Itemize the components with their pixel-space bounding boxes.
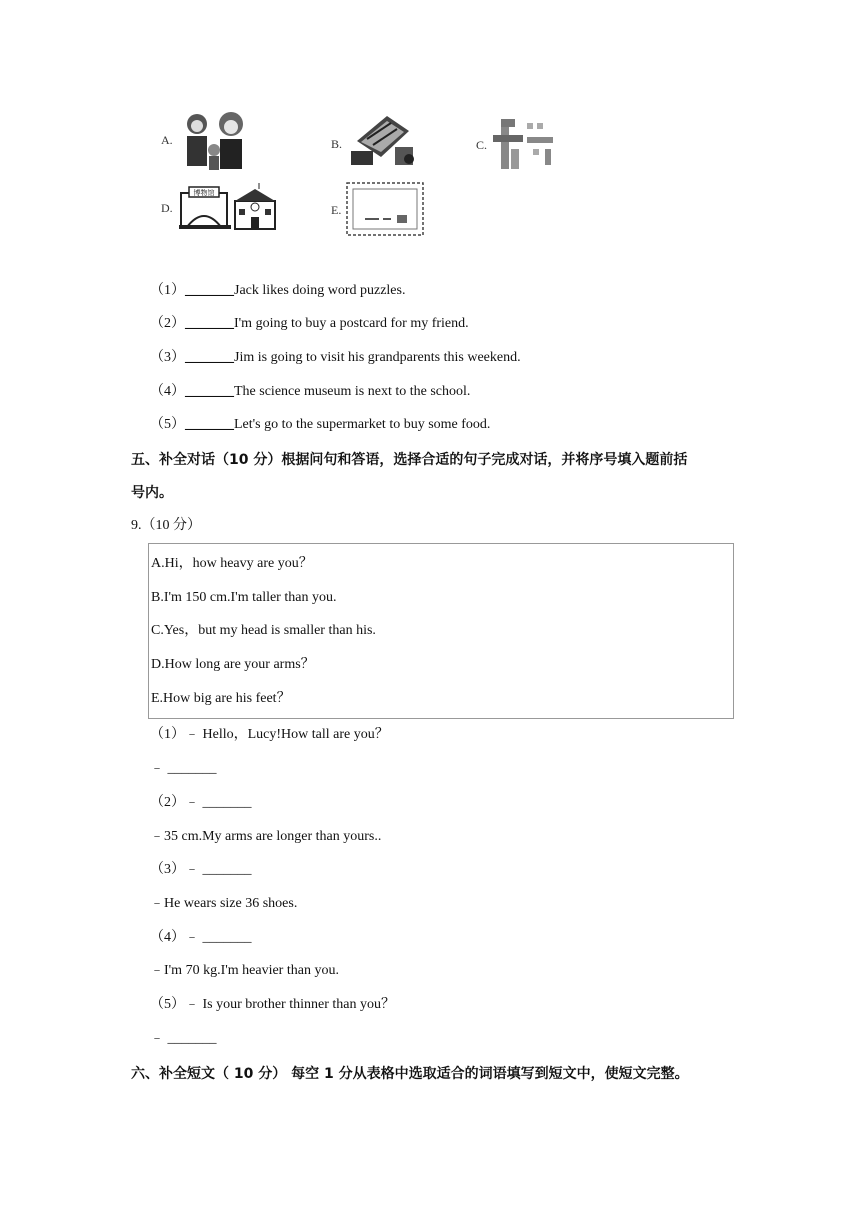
grandparents-picture: [177, 108, 253, 176]
section-6-heading: 六、补全短文（ 10 分） 每空 1 分从表格中选取适合的词语填写到短文中，使短文完整。: [131, 1066, 689, 1082]
answer-blank[interactable]: _______: [185, 384, 234, 399]
dialogue-answer-blank[interactable]: ﹣ _______: [150, 1031, 217, 1046]
dialogue-line: （5）﹣ Is your brother thinner than you？: [150, 997, 395, 1012]
postcard-picture: [345, 181, 425, 237]
option-e: E.How big are his feet？: [151, 691, 291, 706]
answer-blank[interactable]: _______: [185, 417, 234, 432]
option-b: B.I'm 150 cm.I'm taller than you.: [151, 590, 337, 605]
section-5-heading: 五、补全对话（10 分）根据问句和答语，选择合适的句子完成对话，并将序号填入题前括: [131, 452, 688, 468]
section-5-heading-cont: 号内。: [131, 485, 173, 501]
matching-item-1: （1）_______Jack likes doing word puzzles.: [150, 283, 406, 298]
dialogue-line: ﹣I'm 70 kg.I'm heavier than you.: [150, 963, 339, 978]
dialogue-answer-blank[interactable]: （3）﹣ _______: [150, 862, 252, 877]
picture-label-b: B.: [331, 137, 343, 151]
matching-item-2: （2）_______I'm going to buy a postcard for my friend.: [150, 316, 469, 331]
answer-blank[interactable]: _______: [185, 350, 234, 365]
museum-sign-text: 博物馆: [193, 189, 215, 197]
picture-panel: [155, 105, 605, 245]
question-9-number: 9.（10 分）: [131, 518, 201, 533]
option-a: A.Hi，how heavy are you？: [151, 556, 313, 571]
picture-label-a: A.: [161, 133, 173, 147]
matching-item-3: （3）_______Jim is going to visit his grandparents this weekend.: [150, 350, 521, 365]
word-puzzle-picture: [493, 119, 559, 171]
answer-blank[interactable]: _______: [185, 316, 234, 331]
option-c: C.Yes，but my head is smaller than his.: [151, 623, 376, 638]
matching-item-5: （5）_______Let's go to the supermarket to buy some food.: [150, 417, 491, 432]
options-box: [148, 543, 734, 719]
dialogue-answer-blank[interactable]: （2）﹣ _______: [150, 795, 252, 810]
matching-item-4: （4）_______The science museum is next to the school.: [150, 384, 471, 399]
picture-label-e: E.: [331, 203, 342, 217]
dialogue-line: （1）﹣ Hello，Lucy!How tall are you？: [150, 727, 389, 742]
dialogue-answer-blank[interactable]: ﹣ _______: [150, 761, 217, 776]
dialogue-answer-blank[interactable]: （4）﹣ _______: [150, 930, 252, 945]
museum-school-picture: [179, 183, 277, 231]
supermarket-picture: [347, 111, 421, 171]
picture-label-d: D.: [161, 201, 173, 215]
answer-blank[interactable]: _______: [185, 283, 234, 298]
dialogue-line: ﹣He wears size 36 shoes.: [150, 896, 298, 911]
option-d: D.How long are your arms？: [151, 657, 315, 672]
picture-label-c: C.: [476, 138, 488, 152]
dialogue-line: ﹣35 cm.My arms are longer than yours..: [150, 829, 382, 844]
